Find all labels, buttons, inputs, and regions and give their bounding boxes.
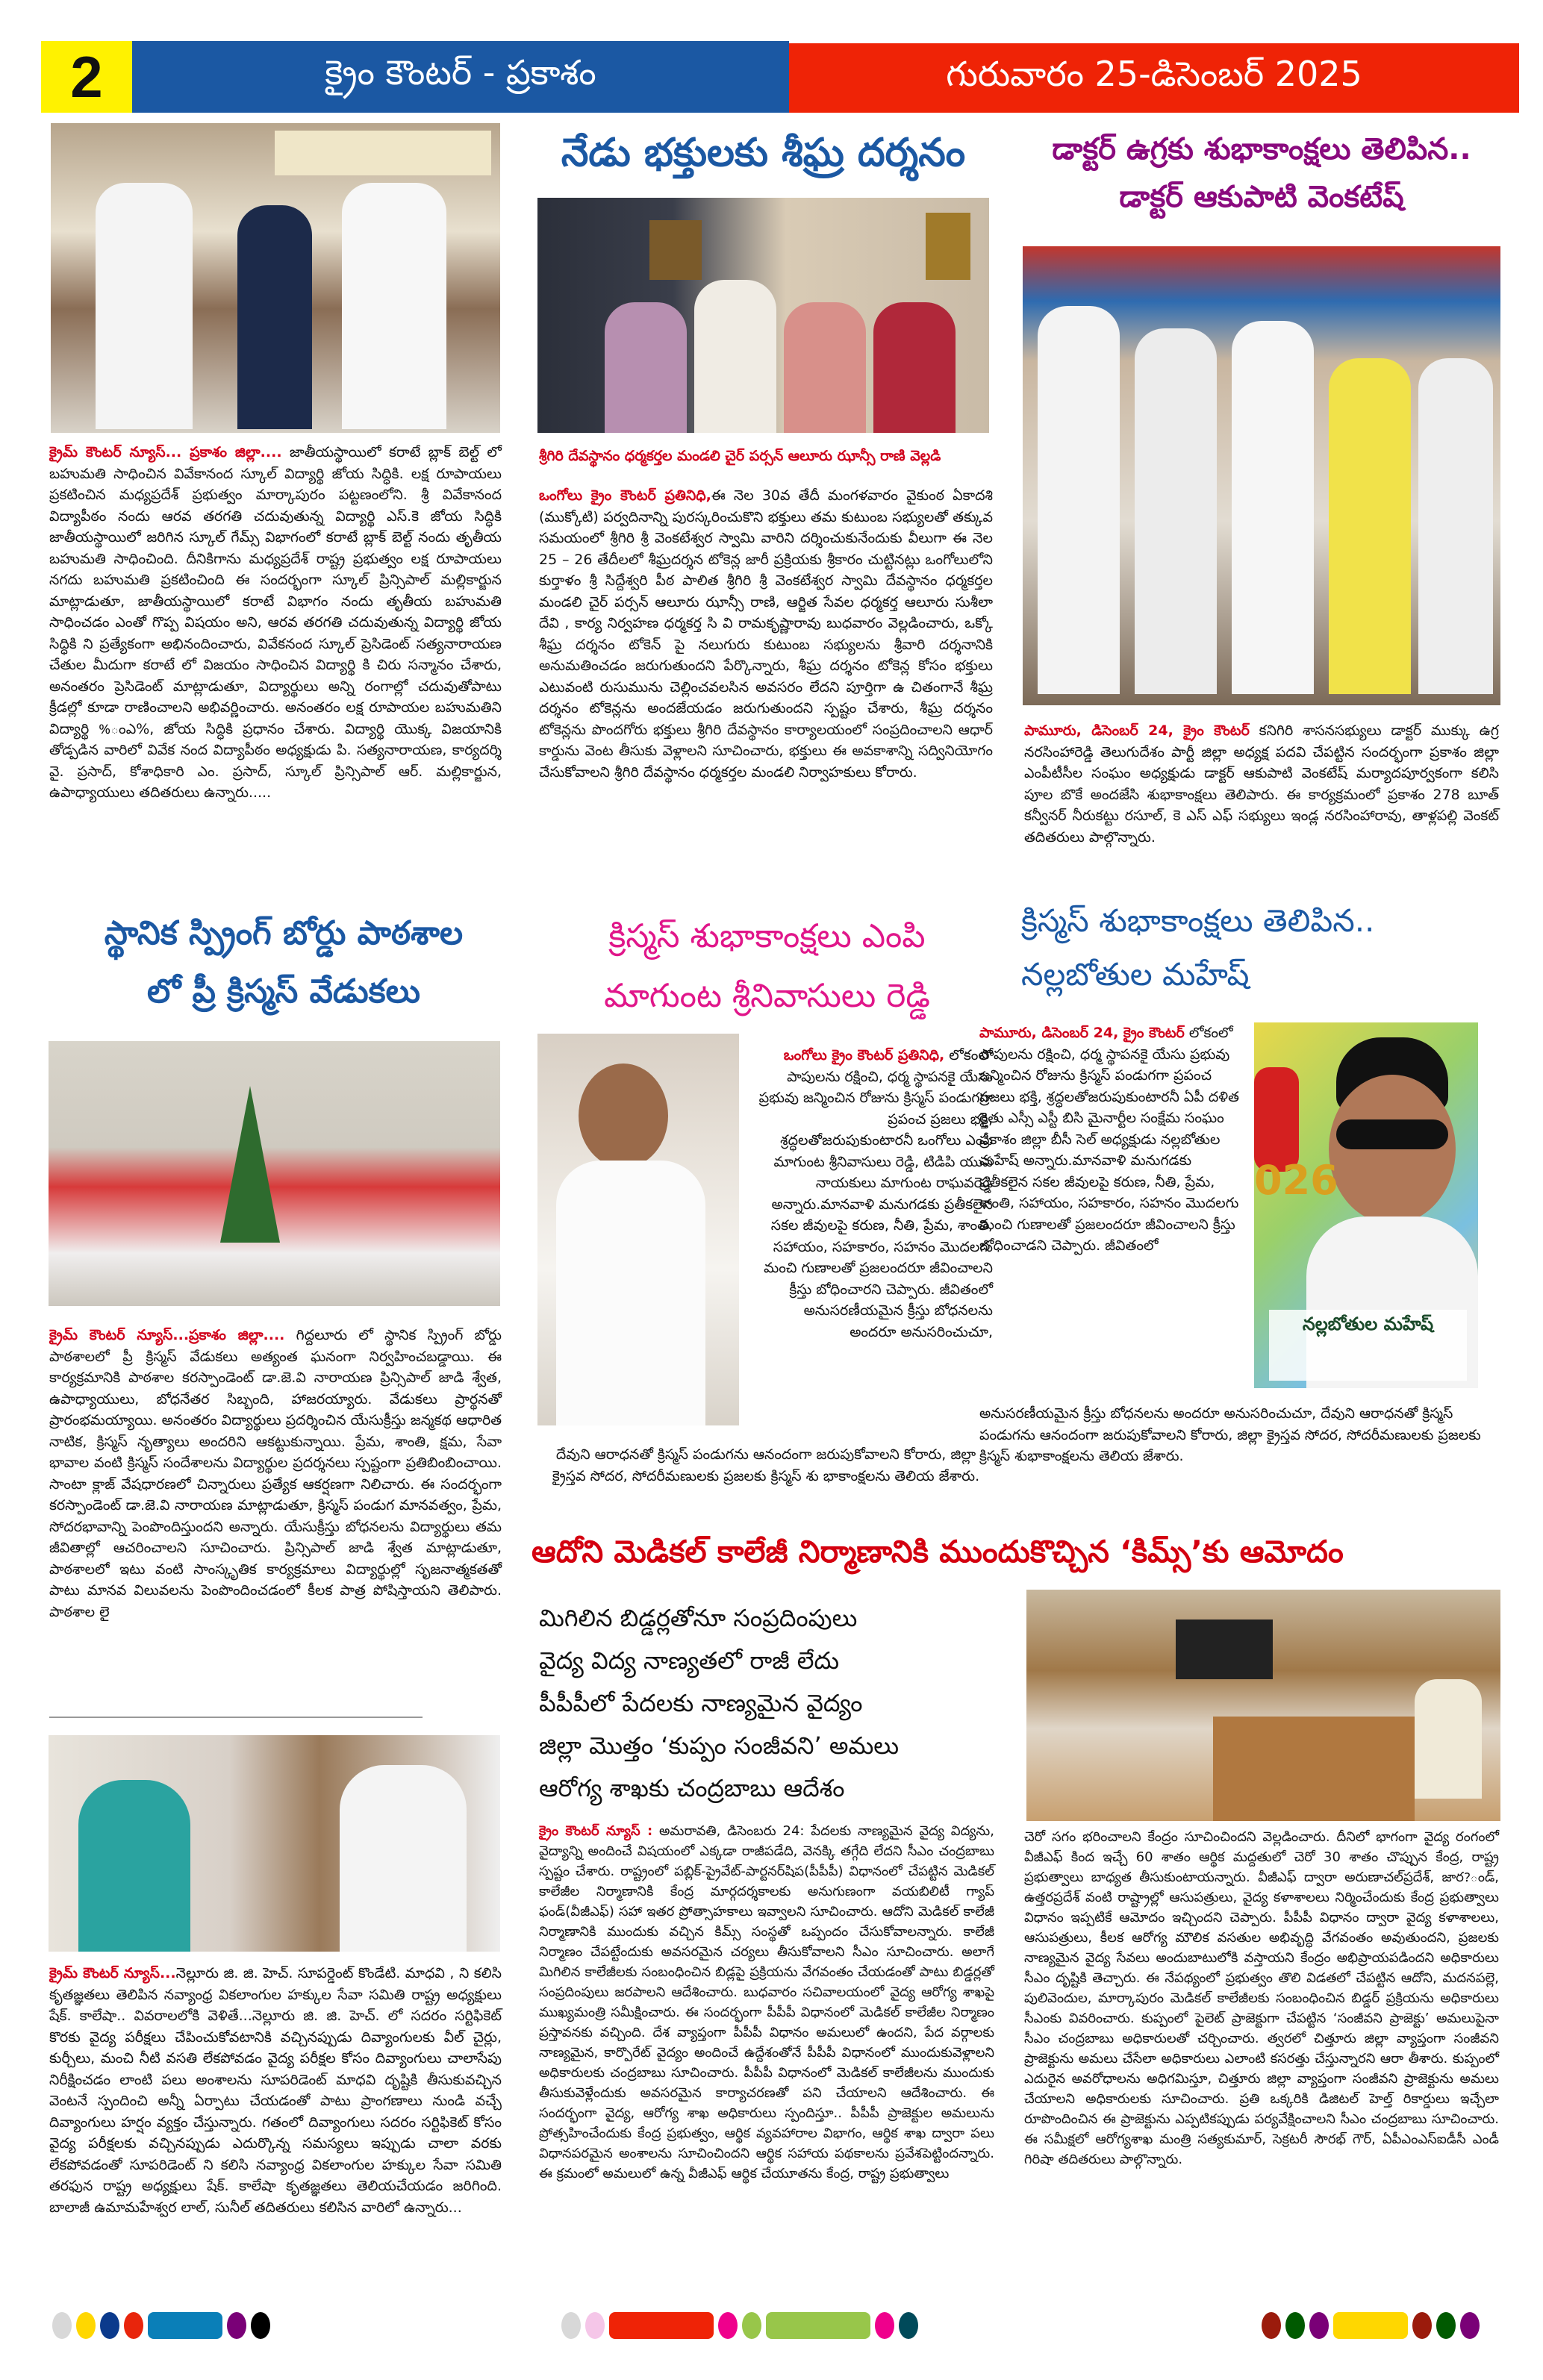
color-mark (1460, 2312, 1480, 2339)
color-strip-right (1262, 2312, 1480, 2339)
subhead: మిగిలిన బిడ్డర్లతోనూ సంప్రదింపులు (539, 1604, 858, 1632)
subhead: పీపీపీలో పేదలకు నాణ్యమైన వైద్యం (539, 1689, 863, 1717)
color-mark (52, 2312, 72, 2339)
doctor-article (1024, 720, 1499, 848)
article-lead: క్రైం కౌంటర్ న్యూస్ : (539, 1823, 653, 1839)
mahesh-article (979, 1022, 1244, 1257)
page-number: 2 (41, 41, 137, 113)
headline-line: నల్లబోతుల మహేష్ (1021, 956, 1250, 993)
color-mark (1412, 2312, 1432, 2339)
color-mark (1285, 2312, 1305, 2339)
nellore-ggh-photo (49, 1735, 500, 1952)
color-mark (1262, 2312, 1281, 2339)
mp-christmas-headline (534, 907, 1000, 1026)
color-mark (875, 2312, 894, 2339)
kims-article-col2: చెరో సగం భరించాలని కేంద్రం సూచించిందని వెల్లడించారు. దీనిలో భాగంగా వైద్య రంగంలో వీజీఎఫ్ కింద ఇచ్చే 60 శాతం ఆర్థిక మద్దతులో చెరో 30 శాతం చొప్పున కేంద్ర, రాష్ట్ర ప్రభుత్వాలు బాధ్యత తీసుకుంటాయన్నారు. వీజీఎఫ్ ద్వారా అరుణాచల్‌ప్రదేశ్, జార?ండ్, ఉత్తరప్రదేశ్ వంటి రాష్ట్రాల్లో ఆసుపత్రులు, వైద్య కళాశాలలు నిర్మించేందుకు కేంద్ర ప్రభుత్వాలు విధానం ఇప్పటికే ఆమోదం ఇచ్చిందని చెప్పారు. పీపీపీ విధానం ద్వారా వైద్య కళాశాలలు, ఆసుపత్రులు, కీలక ఆరోగ్య మౌలిక వసతుల అభివృద్ధి వేగవంతం అవుతుందని, ప్రజలకు నాణ్యమైన వైద్య సేవలు అందుబాటులోకి వస్తాయని కేంద్రం అభిప్రాయపడిందని అధికారులు సీఎం దృష్టికి తెచ్చారు. ఈ నేపథ్యంలో ప్రభుత్వం తొలి విడతలో చేపట్టిన ఆదోని, మదనపల్లె, పులివెందుల, మార్కాపురం మెడికల్ కాలేజీలకు సంబంధించిన బిడ్డర్ ప్రక్రియను అధికారులు సీఎంకు వివరించారు. కుప్పంలో పైలెట్ ప్రాజెక్టుగా చేపట్టిన ‘సంజీవని ప్రాజెక్టు’ అమలుపైనా సీఎం చంద్రబాబు అధికారులతో చర్చించారు. త్వరలో చిత్తూరు జిల్లా వ్యాప్తంగా సంజీవని ప్రాజెక్టును అమలు చేసేలా అధికారులు ఎలాంటి కసరత్తు చేస్తున్నారని ఆరా తీశారు. కుప్పంలో ఎదురైన అవరోధాలను అధిగమిస్తూ, చిత్తూరు జిల్లా వ్యాప్తంగా సంజీవని ప్రాజెక్టును అమలు చేయాలని అధికారులకు సూచించారు. ప్రతి ఒక్కరికి డిజిటల్ హెల్త్ రికార్డులు ఇచ్చేలా రూపొందించిన ఈ ప్రాజెక్టును ఎప్పటికప్పుడు పర్యవేక్షించాలని సీఎం చంద్రబాబు సూచించారు. ఈ సమీక్షలో ఆరోగ్యశాఖ మంత్రి సత్యకుమార్, సెక్రటరీ సౌరభ్ గౌర్, ఏపీఎంఎస్ఐడీసీ ఎండీ గిరిషా తదితరులు పాల్గొన్నారు. (1024, 1829, 1499, 2167)
headline-line: స్థానిక స్ప్రింగ్ బోర్డు పాఠశాల (104, 914, 464, 952)
nellore-article (49, 1963, 502, 2218)
article-lead: ఒంగోలు క్రైం కౌంటర్ ప్రతినిధి, (783, 1047, 945, 1063)
poster-name: నల్లబోతుల మహేష్ (1302, 1314, 1434, 1334)
article-body: అమరావతి, డిసెంబరు 24: పేదలకు నాణ్యమైన వైద్య విద్యను, వైద్యాన్ని అందించే విషయంలో ఎక్కడా రాజీపడేది, వెనక్కి తగ్గేది లేదని సీఎం చంద్రబాబు స్పష్టం చేశారు. రాష్ట్రంలో పబ్లిక్-ప్రైవేట్-పార్టనర్‌షిప(పీపీపీ) విధానంలో చేపట్టిన మెడికల్ కాలేజీల నిర్మాణానికి కేంద్ర మార్గదర్శకాలకు అనుగుణంగా వయబిలిటీ గ్యాప్ ఫండ్(వీజీఎఫ్) సహా ఇతర ప్రోత్సాహకాలు ఇవ్వాలని సూచించారు. ఆదోని మెడికల్ కాలేజీ నిర్మాణానికి ముందుకు వచ్చిన కిమ్స్ సంస్థతో ఒప్పందం చేసుకోవాలన్నారు. కాలేజీ నిర్మాణం చేపట్టేందుకు అవసరమైన చర్యలు తీసుకోవాలని సీఎం సూచించారు. అలాగే మిగిలిన కాలేజీలకు సంబంధించిన బిడ్లపై ప్రక్రియను వేగవంతం చేయడంతో పాటు బిడ్డర్లతో సంప్రదింపులు జరపాలని ఆదేశించారు. బుధవారం సచివాలయంలో వైద్య ఆరోగ్య శాఖపై ముఖ్యమంత్రి సమీక్షించారు. ఈ సందర్భంగా పీపీపీ విధానంలో మెడికల్ కాలేజీల నిర్మాణం ప్రస్తావనకు వచ్చింది. దేశ వ్యాప్తంగా పీపీపీ విధానం అమలులో ఉందని, పేద వర్గాలకు నాణ్యమైన, కార్పొరేట్ వైద్యం అందించే ఉద్దేశంతోనే పీపీపీ విధానంలో ముందుకువెళ్లాలని అధికారులకు చంద్రబాబు సూచించారు. పీపీపీ విధానంలో మెడికల్ కాలేజీలను ముందుకు తీసుకువెళ్లేందుకు అవసరమైన కార్యాచరణతో పని చేయాలని ఆదేశించారు. ఈ సందర్భంగా వైద్య, ఆరోగ్య శాఖ అధికారులు స్పందిస్తూ.. పీపీపీ ప్రాజెక్టుల అమలును ప్రోత్సహించేందుకు కేంద్ర ప్రభుత్వం, ఆర్థిక వ్యవహారాల విభాగం, ఆర్థిక శాఖ ద్వారా పలు విధానపరమైన అంశాలను సూచించిందని ఆర్థిక సహాయ పథకాలను ప్రవేశపెట్టిందన్నారు. ఈ క్రమంలో అమలులో ఉన్న వీజీఎఫ్ ఆర్థిక చేయూతను కేంద్ర, రాష్ట్ర ప్రభుత్వాలు (539, 1823, 994, 2181)
cm-review-meeting-photo (1026, 1590, 1500, 1821)
color-mark (251, 2312, 270, 2339)
kims-article-col1 (539, 1821, 994, 2184)
article-lead: పామూరు, డిసెంబర్ 24, క్రైం కౌంటర్ (1024, 722, 1250, 739)
color-mark (100, 2312, 119, 2339)
headline-line: క్రిస్మస్ శుభాకాంక్షలు తెలిపిన.. (1021, 902, 1375, 939)
article-body: గిద్దలూరు లో స్థానిక స్ప్రింగ్ బోర్డు పాఠశాలలో ప్రీ క్రిస్మస్ వేడుకలు అత్యంత ఘనంగా నిర్వహించబడ్డాయి. ఈ కార్యక్రమానికి పాఠశాల కరస్పాండెంట్ డా.జె.వి నారాయణ ప్రిన్సిపాల్ జాడి శ్వేత, ఉపాధ్యాయులు, బోధనేతర సిబ్బంది, హాజరయ్యారు. వేడుకలు ప్రార్థనతో ప్రారంభమయ్యాయి. అనంతరం విద్యార్థులు ప్రదర్శించిన యేసుక్రీస్తు జన్మకథ ఆధారిత నాటిక, క్రిస్మస్ నృత్యాలు అందరిని ఆకట్టుకున్నాయి. ప్రేమ, శాంతి, క్షమ, సేవా భావాల వంటి క్రిస్మస్ సందేశాలను విద్యార్థుల ప్రదర్శనలు స్పష్టంగా ప్రతిబింబించాయి. సాంటా క్లాజ్ వేషధారణలో చిన్నారులు ప్రత్యేక ఆకర్షణగా నిలిచారు. ఈ సందర్భంగా కరస్పాండెంట్ డా.జె.వి నారాయణ మాట్లాడుతూ, క్రిస్మస్ పండుగ మానవత్వం, ప్రేమ, సోదరభావాన్ని పెంపొందిస్తుందని అన్నారు. యేసుక్రీస్తు బోధనలను విద్యార్థులు తమ జీవితాల్లో ఆచరించాలని సూచించారు. ప్రిన్సిపాల్ జాడి శ్వేత మాట్లాడుతూ, పాఠశాలలో ఇటు వంటి సాంస్కృతిక కార్యక్రమాలు విద్యార్థుల్లో సృజనాత్మకతతో పాటు మానవ విలువలను పెంపొందించడంలో కీలక పాత్ర పోషిస్తాయని తెలిపారు. పాఠశాల లై (49, 1327, 502, 1620)
kims-headline: ఆదోని మెడికల్ కాలేజీ నిర్మాణానికి ముందుకొచ్చిన ‘కిమ్స్’కు ఆమోదం (532, 1534, 1344, 1570)
article-body: కనిగిరి శాసనసభ్యులు డాక్టర్ ముక్కు ఉగ్ర నరసింహారెడ్డి తెలుగుదేశం పార్టీ జిల్లా అధ్యక్ష పదవి చేపట్టిన సందర్భంగా ప్రకాశం జిల్లా ఎంపీటీసీల సంఘం అధ్యక్షుడు డాక్టర్ ఆకుపాటి వెంకటేష్ మర్యాదపూర్వకంగా కలిసి పూల బొకే అందజేసి శుభాకాంక్షలు తెలిపారు. ఈ కార్యక్రమంలో ప్రకాశం 278 బూత్ కన్వీనర్ నీరుకట్టు రసూల్, కె ఎస్ ఎఫ్ సభ్యులు ఇండ్ల నరసింహారావు, తాళ్లపల్లి వెంకట్ తదితరులు పాల్గొన్నారు. (1024, 722, 1500, 846)
mahesh-poster (1254, 1022, 1478, 1388)
darshan-headline: నేడు భక్తులకు శీఘ్ర దర్శనం (561, 131, 966, 175)
christmas-celebration-photo (49, 1041, 500, 1306)
color-mark (718, 2312, 738, 2339)
article-lead: పామూరు, డిసెంబర్ 24, క్రైం కౌంటర్ (979, 1025, 1185, 1041)
color-mark (585, 2312, 605, 2339)
subhead: వైద్య విద్య నాణ్యతలో రాజీ లేదు (539, 1646, 840, 1675)
color-strip-middle (561, 2312, 918, 2339)
color-mark (1309, 2312, 1329, 2339)
spring-board-headline (45, 905, 523, 1021)
doctor-greeting-photo (1023, 246, 1500, 705)
karate-article (49, 442, 502, 804)
color-mark (899, 2312, 918, 2339)
kims-subheads (539, 1597, 1002, 1810)
color-mark (148, 2312, 222, 2339)
color-mark (609, 2312, 714, 2339)
issue-date: గురువారం 25-డిసెంబర్ 2025 (789, 43, 1519, 113)
article-body: ఈ నెల 30వ తేదీ మంగళవారం వైకుంఠ ఏకాదశి (ముక్కోటి) పర్వదినాన్ని పురస్కరించుకొని భక్తులు తమ కుటుంబ సభ్యులతో తక్కువ సమయంలో శ్రీగిరి శ్రీ వెంకటేశ్వర స్వామి వారిని దర్శించుకునేందుకు వీలుగా ఈ నెల 25 – 26 తేదీలలో శీఘ్రదర్శన టోకెన్ల జారీ ప్రక్రియకు శ్రీకారం చుట్టినట్లు ఒంగోలులోని కుర్తాళం శ్రీ సిద్దేశ్వరి పీఠ పాలిత శ్రీగిరి శ్రీ వెంకటేశ్వర స్వామి దేవస్థానం ధర్మకర్తల మండలి చైర్ పర్సన్ ఆలూరు ఝాన్సీ రాణి, ఆర్జిత సేవల ధర్మకర్త ఆలూరు సుశీలా దేవి , కార్య నిర్వహణ ధర్మకర్త సి వి రామకృష్ణారావు బుధవారం వెల్లడించారు, ఒక్కో శీఘ్ర దర్శనం టోకెన్ పై నలుగురు కుటుంబ సభ్యులను శ్రీవారి దర్శనానికి అనుమతించడం జరుగుతుందని పేర్కొన్నారు, శీఘ్ర దర్శనం టోకెన్ల కోసం భక్తులు ఎటువంటి రుసుమును చెల్లించవలసిన అవసరం లేదని పూర్తిగా ఉ చితంగానే శీఘ్ర దర్శనం టోకెన్లను అందజేయడం జరుగుతుందని స్పష్టం చేశారు, శీఘ్ర దర్శనం టోకెన్లను పొందగోరు భక్తులు శ్రీగిరి దేవస్థానం కార్యాలయంలో సంప్రదించాలని ఆధార్ కార్డును వెంట తీసుకు వెళ్లాలని సూచించారు, భక్తులు ఈ అవకాశాన్ని సద్వినియోగం చేసుకోవాలని శ్రీగిరి దేవస్థానం ధర్మకర్తల మండలి నిర్వాహకులు కోరారు. (539, 487, 993, 781)
subhead: ఆరోగ్య శాఖకు చంద్రబాబు ఆదేశం (539, 1774, 845, 1802)
color-mark (561, 2312, 581, 2339)
poster-year: 026 (1254, 1157, 1338, 1204)
headline-line: డాక్టర్ ఆకుపాటి వెంకటేష్ (1119, 180, 1404, 214)
color-mark (1436, 2312, 1456, 2339)
karate-award-photo (51, 123, 500, 433)
mahesh-article-cont: అనుసరణీయమైన క్రీస్తు బోధనలను అందరూ అనుసరించుచూ, దేవుని ఆరాధనతో క్రిస్మస్ పండుగను ఆనందంగా జరుపుకోవాలని కోరారు, జిల్లా క్రైస్తవ సోదర, సోదరీమణులకు ప్రజలకు క్రిస్మస్ శుభాకాంక్షలను తెలియ జేశారు. (979, 1405, 1481, 1464)
article-lead: క్రైమ్ కౌంటర్ న్యూస్... ప్రకాశం జిల్లా.... (49, 444, 282, 460)
article-lead: క్రైమ్ కౌంటర్ న్యూస్... (49, 1965, 176, 1981)
headline-line: డాక్టర్ ఉగ్రకు శుభాకాంక్షలు తెలిపిన.. (1052, 132, 1471, 166)
headline-line: క్రిస్మస్ శుభాకాంక్షలు ఎంపి (608, 917, 926, 955)
spring-board-article (49, 1325, 502, 1622)
mp-speaking-photo (537, 1034, 739, 1425)
doctor-headline (1015, 125, 1508, 221)
color-mark (124, 2312, 143, 2339)
mp-christmas-article-cont: దేవుని ఆరాధనతో క్రిస్మస్ పండుగను ఆనందంగా జరుపుకోవాలని కోరారు, జిల్లా క్రైస్తవ సోదర, సోదరీమణులకు ప్రజలకు క్రిస్మస్ శు భాకాంక్షలను తెలియ జేశారు. (552, 1446, 980, 1484)
color-mark (742, 2312, 761, 2339)
article-lead: ఒంగోలు క్రైం కౌంటర్ ప్రతినిధి, (539, 487, 711, 504)
section-title: క్రైం కౌంటర్ - ప్రకాశం (132, 41, 789, 113)
darshan-article (539, 485, 993, 783)
article-body: జాతీయస్థాయిలో కరాటే బ్లాక్ బెల్ట్ లో బహుమతి సాధించిన వివేకానంద స్కూల్ విద్యార్థి జోయ సిద్ధికి. లక్ష రూపాయలు ప్రకటించిన మధ్యప్రదేశ్ ప్రభుత్వం మార్కాపురం పట్టణంలోని. శ్రీ వివేకానంద విద్యాపీఠం నందు ఆరవ తరగతి చదువుతున్న విద్యార్థి ఎస్.కె జోయ సిద్ధికి జాతీయస్థాయిలో జరిగిన స్కూల్ గేమ్స్ విభాగంలో కరాటే బ్లాక్ బెల్ట్ నందు తృతీయ బహుమతి సాధించింది. దీనికిగాను మధ్యప్రదేశ్ రాష్ట్ర ప్రభుత్వం లక్ష రూపాయలు నగదు బహుమతి ప్రకటించింది ఈ సందర్భంగా స్కూల్ ప్రిన్సిపాల్ మల్లికార్జున మాట్లాడుతూ, జాతీయస్థాయిలో కరాటే విభాగం నందు తృతీయ బహుమతి సాధించడం ఎంతో గొప్ప విషయం అని, ఆరవ తరగతి చదువుతున్న విద్యార్థి జోయ సిద్ధికి ని ప్రత్యేకంగా అభినందించారు, వివేకనంద స్కూల్ ప్రెసిడెంట్ సత్యనారాయణ చేతుల మీదుగా కరాటే లో విజయం సాధించిన విద్యార్థి కి చిరు సన్మానం చేశారు, అనంతరం ప్రెసిడెంట్ మాట్లాడుతూ, విద్యార్థులు అన్ని రంగాల్లో చదువుతోపాటు క్రీడల్లో కూడా రాణించాలని అభివర్ణించారు. అనంతరం లక్ష రూపాయల బహుమతిని విద్యార్థి %ంఎ%, జోయ సిద్ధికి ప్రధానం చేశారు. విద్యార్థి యొక్క విజయానికి తోడ్పడిన వారిలో వివేక నంద విద్యాపీఠం అధ్యక్షుడు పి. సత్యనారాయణ, కార్యదర్శి వై. ప్రసాద్, కోశాధికారి ఎం. ప్రసాద్, స్కూల్ ప్రిన్సిపాల్ ఆర్. మల్లికార్జున, ఉపాధ్యాయులు తదితరులు ఉన్నారు..... (49, 444, 502, 801)
color-strip-left (52, 2312, 270, 2339)
color-mark (76, 2312, 96, 2339)
color-mark (227, 2312, 246, 2339)
article-body: నెల్లూరు జి. జి. హెచ్. సూపర్డెంట్ కొండేటి. మాధవి , ని కలిసి కృతజ్ఞతలు తెలిపిన నవ్యాంధ్ర వికలాంగుల హక్కుల సేవా సమితి రాష్ట్ర అధ్యక్షులు షేక్. కాలేషా.. వివరాలలోకి వెళితే...నెల్లూరు జి. జి. హెచ్. లో సదరం సర్టిఫికెట్ కొరకు వైద్య పరీక్షలు చేపించుకోవటానికి వచ్చినప్పుడు దివ్యాంగులకు వీల్ చైర్లు, కుర్చీలు, మంచి నీటి వసతి లేకపోవడం వైద్య పరీక్షల కోసం దివ్యాంగులు చాలాసేపు నిరీక్షించడం లాంటి పలు అంశాలను సూపరిడెంట్ మాధవి దృష్టికి తీసుకువచ్చిన వెంటనే స్పందించి అన్నీ ఏర్పాటు చేయడంతో పాటు ప్రాంగణాలు నుండి వచ్చే దివ్యాంగులు హర్షం వ్యక్తం చేస్తున్నారు. గతంలో దివ్యాంగులు సదరం సర్టిఫికెట్ కోసం వైద్య పరీక్షలకు వచ్చినప్పుడు ఎదుర్కొన్న సమస్యలు ఇప్పుడు చాలా వరకు లేకపోవడంతో సూపరిడెంట్ ని కలిసి నవ్యాంధ్ర వికలాంగుల హక్కుల సేవా సమితి తరఫున రాష్ట్ర అధ్యక్షులు షేక్. కాలేషా కృతజ్ఞతలు తెలియచేయడం జరిగింది. బాలాజీ ఉమామహేశ్వర లాల్, సునీల్ తదితరులు కలిసిన వారిలో ఉన్నారు... (49, 1965, 502, 2216)
headline-line: మాగుంట శ్రీనివాసులు రెడ్డి (604, 977, 930, 1015)
darshan-subhead: శ్రీగిరి దేవస్థానం ధర్మకర్తల మండలి చైర్ పర్సన్ ఆలూరు ఝాన్సీ రాణి వెల్లడి (539, 448, 941, 464)
darshan-photo (537, 198, 989, 433)
mahesh-headline (1021, 894, 1506, 1002)
subhead: జిల్లా మొత్తం ‘కుప్పం సంజీవని’ అమలు (539, 1731, 900, 1760)
color-mark (766, 2312, 870, 2339)
color-mark (1333, 2312, 1408, 2339)
mp-christmas-article (754, 1045, 993, 1343)
column-divider (49, 1717, 423, 1718)
article-body: లోకంలో పాపులను రక్షించి, ధర్మ స్థాపనకై యేసు ప్రభువు జన్మించిన రోజును క్రిస్మస్ పండుగగా ప్రపంచ ప్రజలు భక్తి, శ్రద్ధలతోజరుపుకుంటారనీ ఏపీ దళిత రైతు ఎస్సీ ఎస్టీ బిసి మైనార్టీల సంక్షేమ సంఘం ప్రకాశం జిల్లా బీసీ సెల్ అధ్యక్షుడు నల్లబోతుల మహేష్ అన్నారు.మానవాళి మనుగడకు ప్రతీకలైన సకల జీవులపై కరుణ, నీతి, ప్రేమ, శాంతి, సహాయం, సహకారం, సహనం మొదలగు మంచి గుణాలతో ప్రజలందరూ జీవించాలని క్రీస్తు బోధించాడని చెప్పారు. జీవితంలో (979, 1025, 1239, 1254)
headline-line: లో ప్రీ క్రిస్మస్ వేడుకలు (146, 972, 421, 1011)
article-body: లోకంలో పాపులను రక్షించి, ధర్మ స్థాపనకై యేసు ప్రభువు జన్మించిన రోజును క్రిస్మస్ పండుగగా ప్రపంచ ప్రజలు భక్తి, శ్రద్ధలతోజరుపుకుంటారనీ ఒంగోలు ఎంపీ మాగుంట శ్రీనివాసులు రెడ్డి, టిడిపి యువ నాయకులు మాగుంట రాఘవరెడ్డి అన్నారు.మానవాళి మనుగడకు ప్రతీకలైన సకల జీవులపై కరుణ, నీతి, ప్రేమ, శాంతి, సహాయం, సహకారం, సహనం మొదలగు మంచి గుణాలతో ప్రజలందరూ జీవించాలని క్రీస్తు బోధించారని చెప్పారు. జీవితంలో అనుసరణీయమైన క్రీస్తు బోధనలను అందరూ అనుసరించుచూ, (758, 1047, 993, 1340)
article-lead: క్రైమ్ కౌంటర్ న్యూస్...ప్రకాశం జిల్లా.... (49, 1327, 285, 1343)
